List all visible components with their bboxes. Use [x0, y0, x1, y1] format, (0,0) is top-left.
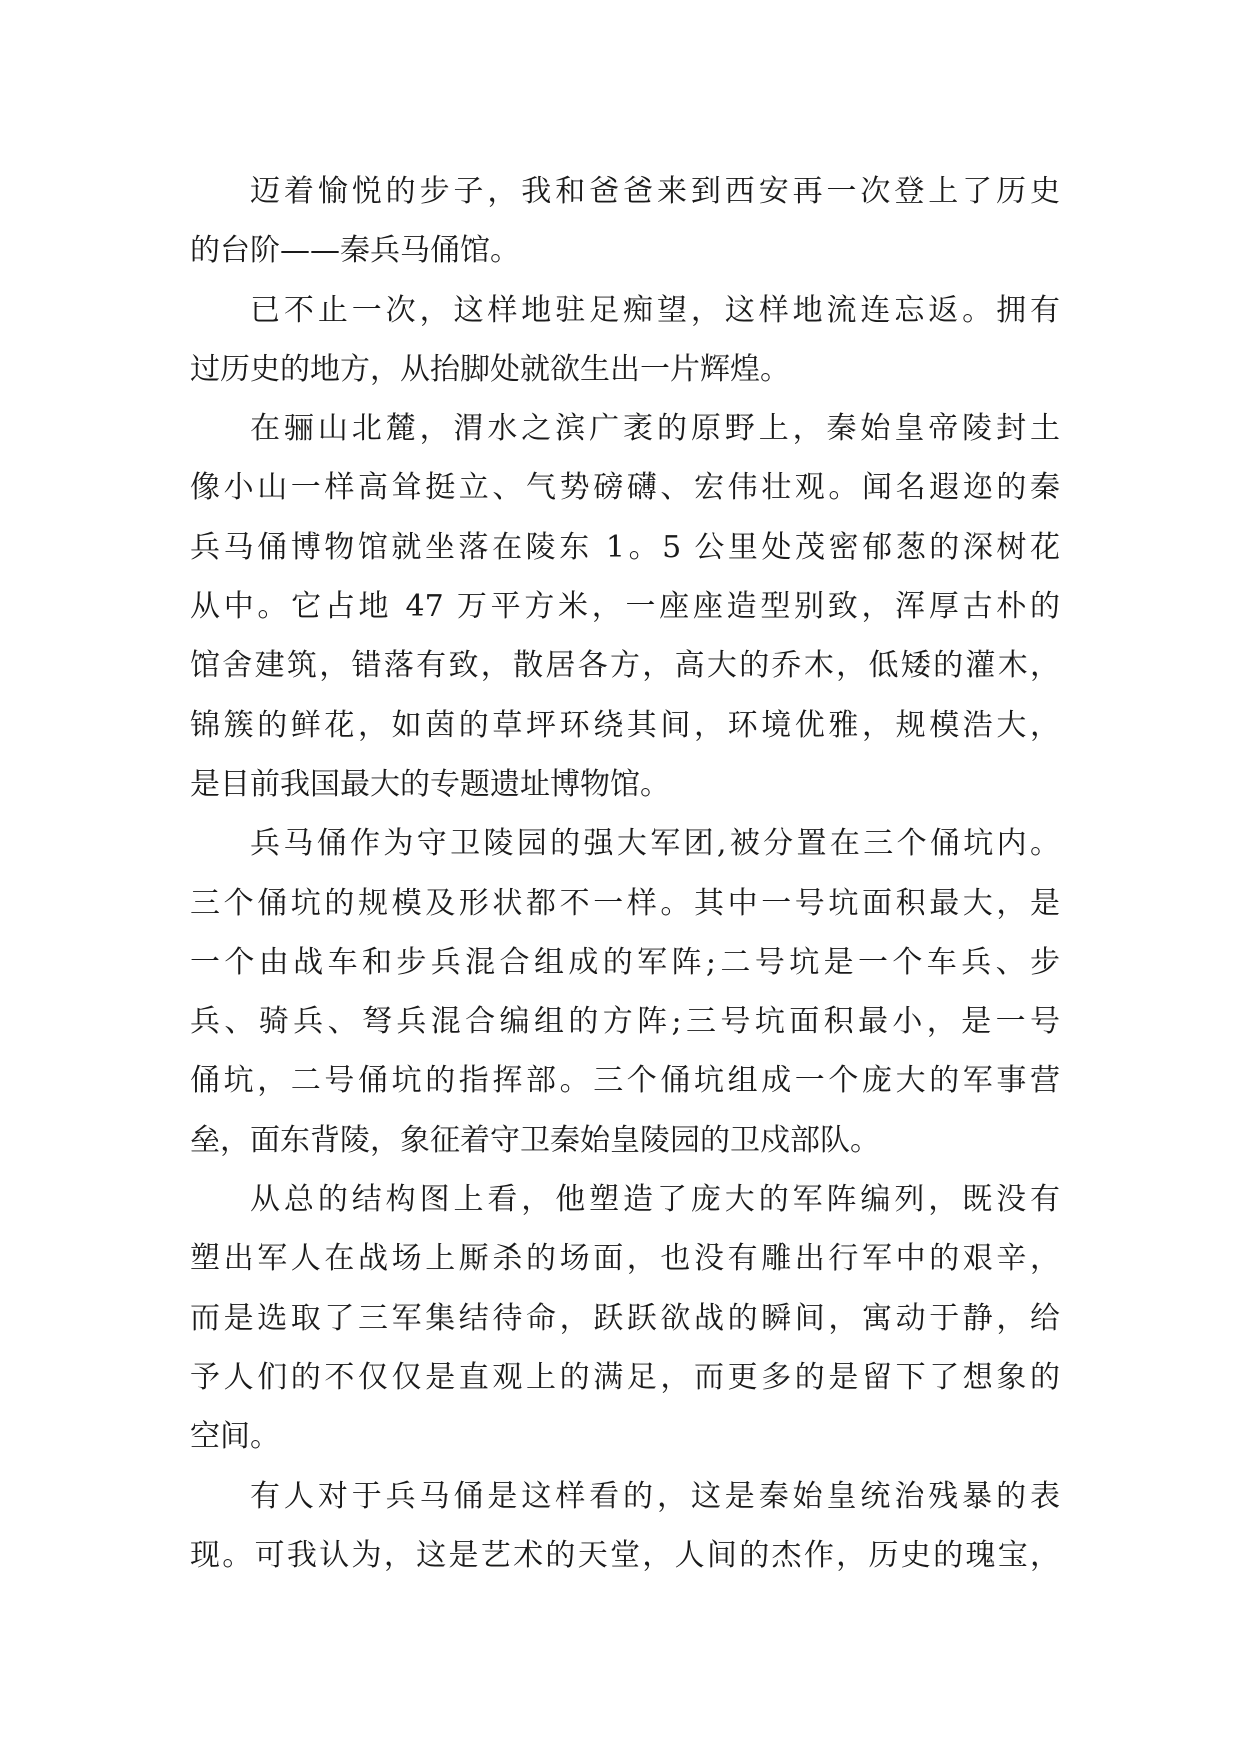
text-line: 迈着愉悦的步子，我和爸爸来到西安再一次登上了历史	[250, 174, 1060, 209]
text-line: 从总的结构图上看，他塑造了庞大的军阵编列，既没有	[250, 1182, 1060, 1218]
paragraph	[190, 1170, 1060, 1466]
text-line: 从中。它占地 47 万平方米，一座座造型别致，浑厚古朴的	[190, 589, 1060, 625]
text-line: 馆舍建筑，错落有致，散居各方，高大的乔木，低矮的灌木，	[190, 648, 1060, 684]
text-line: 现。可我认为，这是艺术的天堂，人间的杰作，历史的瑰宝，	[190, 1537, 1060, 1573]
text-line: 一个由战车和步兵混合组成的军阵;二号坑是一个车兵、步	[190, 944, 1060, 980]
text-line: 过历史的地方，从抬脚处就欲生出一片辉煌。	[190, 351, 790, 387]
text-line: 塑出军人在战场上厮杀的场面，也没有雕出行军中的艰辛，	[190, 1241, 1060, 1277]
text-line: 三个俑坑的规模及形状都不一样。其中一号坑面积最大，是	[190, 885, 1060, 921]
text-line: 像小山一样高耸挺立、气势磅礴、宏伟壮观。闻名遐迩的秦	[190, 470, 1060, 506]
paragraph	[190, 814, 1060, 1170]
text-line: 是目前我国最大的专题遗址博物馆。	[190, 766, 670, 802]
document-body	[190, 162, 1060, 1585]
paragraph	[190, 1467, 1060, 1586]
text-line: 予人们的不仅仅是直观上的满足，而更多的是留下了想象的	[190, 1359, 1060, 1395]
text-line: 锦簇的鲜花，如茵的草坪环绕其间，环境优雅，规模浩大，	[190, 707, 1060, 743]
text-line: 而是选取了三军集结待命，跃跃欲战的瞬间，寓动于静，给	[190, 1300, 1060, 1336]
text-line: 空间。	[190, 1419, 280, 1455]
text-line: 兵马俑博物馆就坐落在陵东 1。5 公里处茂密郁葱的深树花	[190, 529, 1060, 565]
paragraph	[190, 281, 1060, 400]
paragraph	[190, 399, 1060, 814]
text-line: 有人对于兵马俑是这样看的，这是秦始皇统治残暴的表	[250, 1478, 1060, 1514]
text-line: 兵、骑兵、弩兵混合编组的方阵;三号坑面积最小，是一号	[190, 1004, 1060, 1040]
paragraph	[190, 162, 1060, 281]
text-line: 已不止一次，这样地驻足痴望，这样地流连忘返。拥有	[250, 292, 1060, 328]
text-line: 在骊山北麓，渭水之滨广袤的原野上，秦始皇帝陵封土	[250, 411, 1060, 447]
text-line: 兵马俑作为守卫陵园的强大军团,被分置在三个俑坑内。	[250, 826, 1060, 862]
text-line: 垒，面东背陵，象征着守卫秦始皇陵园的卫戍部队。	[190, 1122, 880, 1158]
text-line: 俑坑，二号俑坑的指挥部。三个俑坑组成一个庞大的军事营	[190, 1063, 1060, 1099]
text-line: 的台阶——秦兵马俑馆。	[190, 233, 520, 269]
